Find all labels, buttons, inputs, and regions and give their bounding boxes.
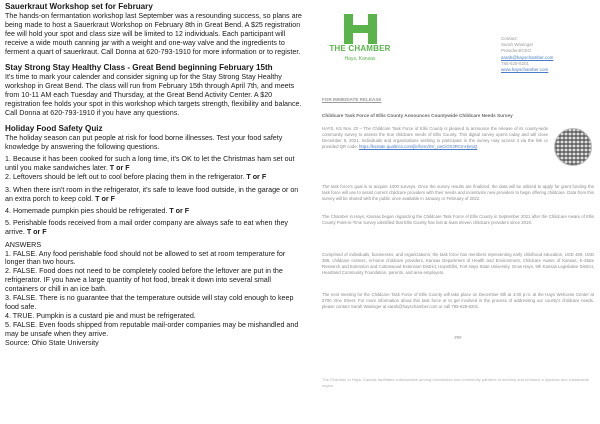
quiz-question-2: 2. Leftovers should be left out to cool before placing them in the refrigerator. T or F (5, 173, 267, 182)
release-paragraph-1: HAYS, KS Nov. 22 – The Childcare Task Force of Ellis County is pleased to announce the release of its county-wide community survey to assess the true childcare needs of Ellis County. This digital survey opens today and will close December 9, 2021. Individuals and organizations wishing to participate in the survey may access it via the link or provided QR code: https://ksstate.qualtrics.com/jfe/form/SV_cwCiOX3RCmHjVpQ (322, 126, 548, 149)
quiz-question-5: 5. Perishable foods received from a mail order company are always safe to eat when they arrive. T or F (5, 219, 288, 237)
qr-code-icon (554, 128, 592, 166)
release-paragraph-5: The next meeting for the Childcare Task Force of Ellis County will take place on December 9th at 4:00 p.m. at the Hays Welcome Center at 2700 Vine Street. For more information about this task force or to get involved in the process of addressing our county's childcare needs, please contact Sarah Wasinger at sarah@hayschamber.com or call 785-628-8201. (322, 292, 594, 309)
logo-location: Hays, Kansas (344, 56, 376, 62)
quiz-intro: The holiday season can put people at risk for food borne illnesses. Test your food safety knowledge by answering the following questions. (5, 134, 283, 151)
contact-name: Sarah Wasinger (501, 42, 534, 48)
quiz-question-4: 4. Homemade pumpkin pies should be refrigerated. T or F (5, 206, 190, 215)
release-paragraph-2: The task force's goal is to acquire 1000 surveys. Once the survey results are finalized, the data will be utilized to apply for grant funding the task force will use to assist current childcare providers with their needs and incentivize new providers to begin offering childcare. Data from this survey will be shared with the public once available in January or February of 2022. (322, 184, 594, 201)
quiz-heading: Holiday Food Safety Quiz (5, 124, 103, 134)
source-line: Source: Ohio State University (5, 338, 99, 347)
release-paragraph-4: Comprised of individuals, businesses, and organizations, the task force has members representing early childhood education, USD 489, USD 388, childcare centers, in-home childcare providers, Kansas Department of Health and Environment, Childcare Aware of Kansas, K-State Research and Extension and Cottonwood Extension District, Hays/Ellis, Fort Hays State University, Grow Hays, 9th Kansas Legislative District, Heartland Community Foundation, parents, and area employers. (322, 252, 594, 275)
answer-3: 3. FALSE. There is no guarantee that the temperature outside will stay cold enough to keep food safe. (5, 294, 294, 311)
answer-2: 2. FALSE. Food does not need to be completely cooled before the leftover are put in the refrigerator. IF you have a large quantity of hot food, break it down into several small containers or chill in an ice bath. (5, 267, 283, 294)
survey-link[interactable]: https://ksstate.qualtrics.com/jfe/form/SV_cwCiOX3RCmHjVpQ (359, 144, 478, 149)
release-paragraph-3: The Chamber in Hays, Kansas began organizing the Childcare Task Force of Ellis County in September 2021 after the Childcare Aware of Ellis County Point-in-Time survey identified that Ellis County has lost at least eleven childcare providers since 2019. (322, 214, 594, 225)
quiz-question-3: 3. When there isn't room in the refrigerator, it's safe to leave food outside, in the garage or on an extra porch to keep cold. T or F (5, 185, 299, 203)
newsletter-column (5, 2, 305, 348)
release-footer: The Chamber in Hays, Kansas facilitates collaboration among businesses and community partners to develop and enhance a dynamic and sustainable region. (322, 377, 589, 388)
contact-email-link[interactable]: sarah@hayschamber.com (501, 54, 554, 60)
answer-4: 4. TRUE. Pumpkin is a custard pie and must be refrigerated. (5, 311, 196, 320)
contact-role: President/CEO (501, 48, 532, 54)
release-label: FOR IMMEDIATE RELEASE (322, 97, 382, 102)
true-false-label: T or F (169, 206, 190, 215)
contact-website-link[interactable]: www.hayschamber.com (501, 67, 549, 73)
answers-label: ANSWERS (5, 240, 42, 249)
chamber-logo (324, 14, 396, 66)
end-marker: ### (454, 335, 462, 340)
quiz-question-1: 1. Because it has been cooked for such a long time, it's OK to let the Christmas ham set out until you make sandwiches later. T or F (5, 155, 295, 173)
stay-strong-body: It's time to mark your calender and consider signing up for the Stay Strong Stay Healthy workshop in Great Bend. The class will run from February 15th through April 7th, and meets from 10-11 AM each Tuesday and Thursday, at the Great Bend Activity Center. A $20 registration fee holds your spot in this workshop which targets strength, flexibility and balance. Call Donna at 620-793-1910 if you have any questions. (5, 73, 302, 117)
true-false-label: T or F (246, 173, 267, 182)
press-release (316, 0, 600, 424)
true-false-label: T or F (109, 164, 130, 173)
answer-1: 1. FALSE. Any food perishable food should not be allowed to set at room temperature for longer than two hours. (5, 249, 286, 267)
sauerkraut-heading: Sauerkraut Workshop set for February (5, 2, 153, 11)
contact-block (501, 36, 591, 73)
logo-name: THE CHAMBER (329, 44, 391, 53)
sauerkraut-body: The hands-on fermantation workshop last September was a resounding success, so plans are being made to host a Sauerkraut Workshop on February 8th in Great Bend. A $25 registration fee will hold your spot and class size will be limited to 12 individuals. Each participant will receive a wide mouth canning jar with a weight and one-way valve and the ingredients to ferment a quart of sauerkraut. Call Donna at 620-793-1910 for more information or to register. (5, 12, 302, 56)
contact-phone: 785-628-8201 (501, 60, 530, 66)
true-false-label: T or F (26, 228, 47, 237)
answer-5: 5. FALSE. Even foods shipped from reputable mail-order companies may be mishandled and may be unsafe when they arrive. (5, 320, 299, 338)
true-false-label: T or F (95, 194, 115, 203)
contact-label: Contact: (501, 36, 518, 41)
stay-strong-heading: Stay Strong Stay Healthy Class - Great Bend beginning February 15th (5, 63, 273, 73)
release-title: Childcare Task Force of Ellis County Announces Countywide Childcare Needs Survey (322, 113, 513, 118)
